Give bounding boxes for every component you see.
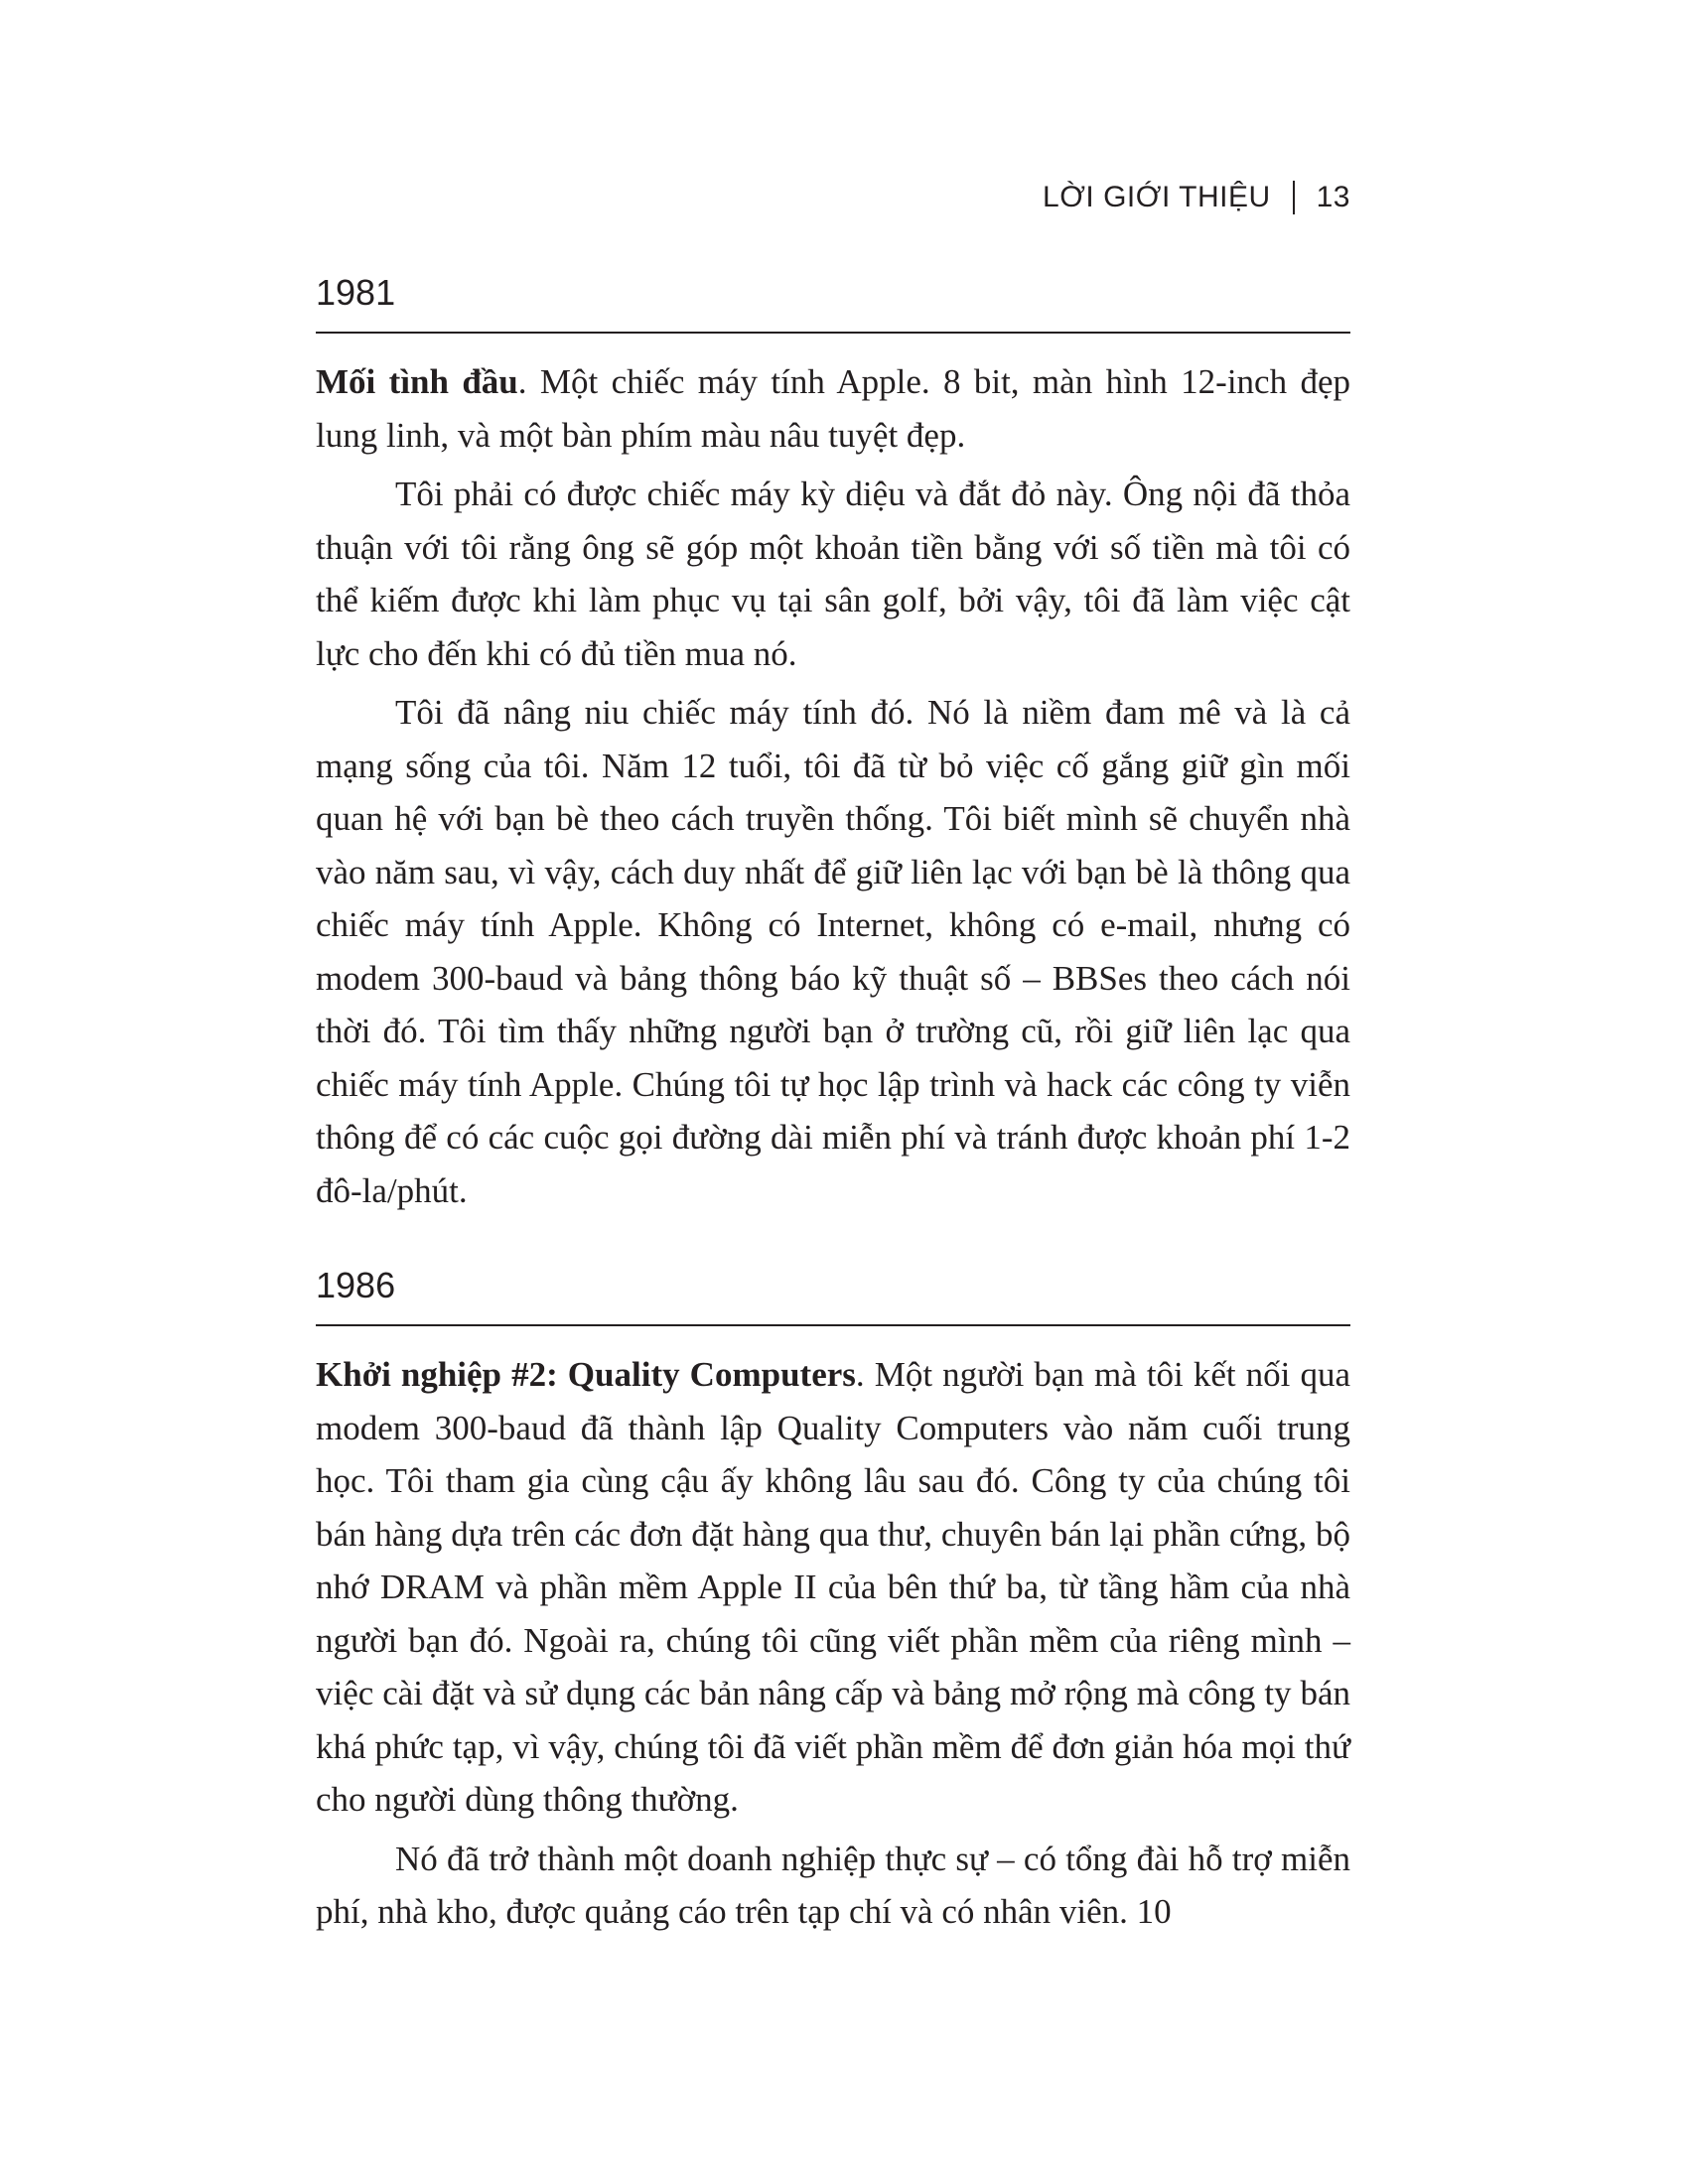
section-year-heading: 1986 <box>316 1261 1350 1326</box>
paragraph: Nó đã trở thành một doanh nghiệp thực sự – có tổng đài hỗ trợ miễn phí, nhà kho, được quảng cáo trên tạp chí và có nhân viên. 10 <box>316 1839 1350 1931</box>
running-head <box>1043 181 1350 214</box>
section-1981 <box>316 268 1350 1217</box>
page-number: 13 <box>1316 181 1350 213</box>
paragraph-text: . Một chiếc máy tính Apple. 8 bit, màn hình 12-inch đẹp lung linh, và một bàn phím màu nâu tuyệt đẹp. <box>316 362 1350 455</box>
running-head-divider <box>1293 181 1295 214</box>
section-1986 <box>316 1261 1350 1939</box>
paragraph: Tôi đã nâng niu chiếc máy tính đó. Nó là niềm đam mê và là cả mạng sống của tôi. Năm 12 tuổi, tôi đã từ bỏ việc cố gắng giữ gìn mối quan hệ với bạn bè theo cách truyền thống. Tôi biết mình sẽ chuyển nhà vào năm sau, vì vậy, cách duy nhất để giữ liên lạc với bạn bè là thông qua chiếc máy tính Apple. Không có Internet, không có e-mail, nhưng có modem 300-baud và bảng thông báo kỹ thuật số – BBSes theo cách nói thời đó. Tôi tìm thấy những người bạn ở trường cũ, rồi giữ liên lạc qua chiếc máy tính Apple. Chúng tôi tự học lập trình và hack các công ty viễn thông để có các cuộc gọi đường dài miễn phí và tránh được khoản phí 1-2 đô-la/phút. <box>316 693 1350 1210</box>
paragraph <box>316 1348 1350 1827</box>
chapter-title: LỜI GIỚI THIỆU <box>1043 181 1271 213</box>
paragraph-text: . Một người bạn mà tôi kết nối qua modem 300-baud đã thành lập Quality Computers vào năm cuối trung học. Tôi tham gia cùng cậu ấy không lâu sau đó. Công ty của chúng tôi bán hàng dựa trên các đơn đặt hàng qua thư, chuyên bán lại phần cứng, bộ nhớ DRAM và phần mềm Apple II của bên thứ ba, từ tầng hầm của nhà người bạn đó. Ngoài ra, chúng tôi cũng viết phần mềm của riêng mình – việc cài đặt và sử dụng các bản nâng cấp và bảng mở rộng mà công ty bán khá phức tạp, vì vậy, chúng tôi đã viết phần mềm để đơn giản hóa mọi thứ cho người dùng thông thường. <box>316 1355 1350 1819</box>
paragraph: Tôi phải có được chiếc máy kỳ diệu và đắt đỏ này. Ông nội đã thỏa thuận với tôi rằng ông sẽ góp một khoản tiền bằng với số tiền mà tôi có thể kiếm được khi làm phục vụ tại sân golf, bởi vậy, tôi đã làm việc cật lực cho đến khi có đủ tiền mua nó. <box>316 475 1350 673</box>
paragraph-lead: Khởi nghiệp #2: Quality Computers <box>316 1355 856 1394</box>
page-body <box>316 268 1350 1945</box>
paragraph-lead: Mối tình đầu <box>316 362 518 401</box>
section-year-heading: 1981 <box>316 268 1350 334</box>
paragraph <box>316 355 1350 462</box>
